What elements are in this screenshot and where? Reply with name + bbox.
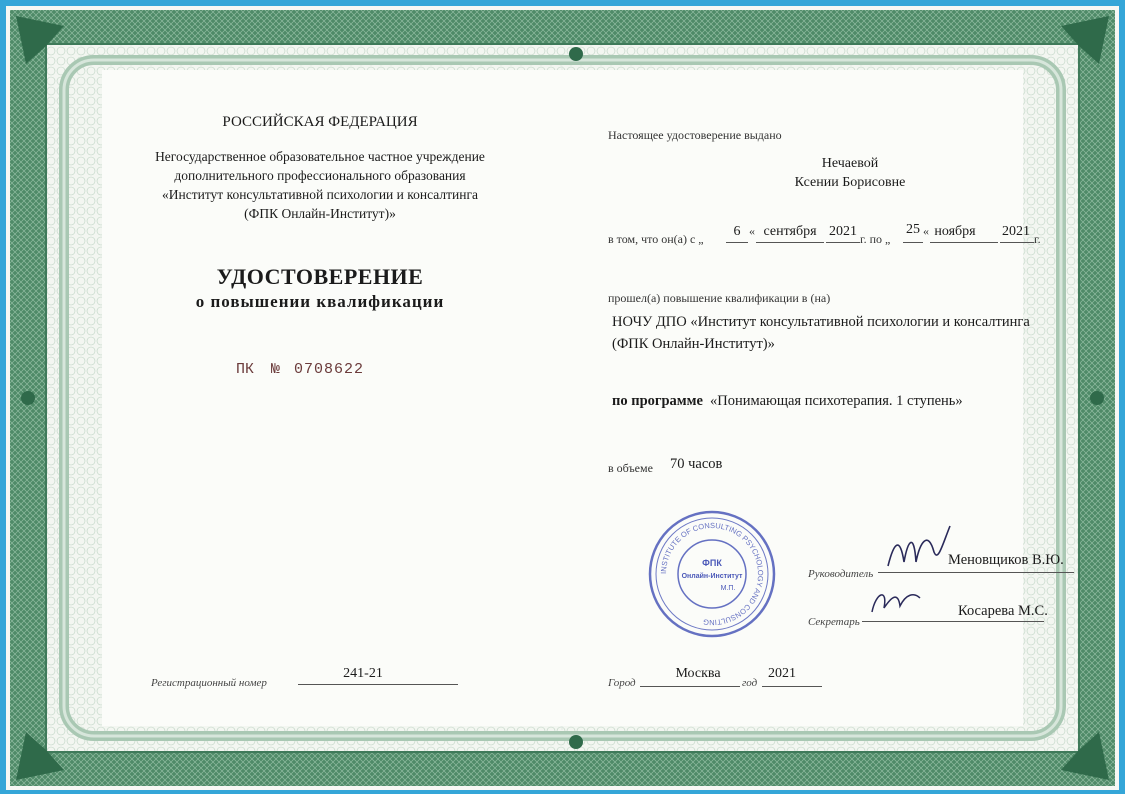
stamp-center-3: М.П. [720,585,736,592]
institution-line-2: (ФПК Онлайн-Институт)» [612,336,775,352]
org-line-4: (ФПК Онлайн-Институт)» [244,206,396,221]
volume-label: в объеме [608,461,653,475]
volume-value: 70 часов [670,456,723,472]
stamp-center-1: ФПК [702,558,722,568]
series-code: ПК [236,361,255,378]
reg-number-label: Регистрационный номер [151,677,267,689]
org-line-2: дополнительного профессионального образования [174,168,466,183]
head-signature [884,522,954,574]
end-day: 25 [906,222,920,237]
head-label: Руководитель [808,568,874,580]
quote-mark-1: « [749,224,755,238]
document-subtitle: о повышении квалификации [195,292,445,311]
program-name: «Понимающая психотерапия. 1 ступень» [710,393,963,409]
document-title: УДОСТОВЕРЕНИЕ [216,264,424,289]
org-line-3: «Институт консультативной психологии и консалтинга [162,187,478,202]
year-value: 2021 [768,666,796,681]
year-suffix-2: г. [1034,232,1041,246]
program-label: по программе [612,393,703,409]
quote-mark-2: « [923,224,929,238]
org-line-1: Негосударственное образовательное частное учреждение [155,149,485,164]
end-month: ноября [934,224,976,239]
reg-number-value: 241-21 [343,666,383,681]
official-stamp [646,508,778,640]
city-value: Москва [675,666,721,681]
recipient-surname: Нечаевой [821,156,879,171]
secretary-label: Секретарь [808,616,860,628]
recipient-name: Ксении Борисовне [794,175,906,190]
stamp-ring-text: INSTITUTE OF CONSULTING PSYCHOLOGY AND CONSULTING [658,520,766,628]
number-sign: № [271,361,281,378]
city-label: Город [608,677,636,689]
year-label: год [742,677,758,689]
start-year: 2021 [829,224,857,239]
period-prefix: в том, что он(а) с „ [608,232,704,246]
issued-to-label: Настоящее удостоверение выдано [608,128,782,142]
certificate-number: 0708622 [294,361,365,378]
country-title: РОССИЙСКАЯ ФЕДЕРАЦИЯ [222,114,418,130]
start-month: сентября [763,224,817,239]
year-suffix-1: г. по „ [860,232,891,246]
end-year: 2021 [1002,224,1030,239]
secretary-signature [866,582,926,622]
head-name: Меновщиков В.Ю. [948,552,1064,568]
institution-line-1: НОЧУ ДПО «Институт консультативной психологии и консалтинга [612,314,1030,330]
start-day: 6 [733,224,741,239]
secretary-name: Косарева М.С. [958,603,1048,619]
stamp-center-2: Онлайн-Институт [681,573,743,580]
passed-label: прошел(а) повышение квалификации в (на) [608,291,831,305]
